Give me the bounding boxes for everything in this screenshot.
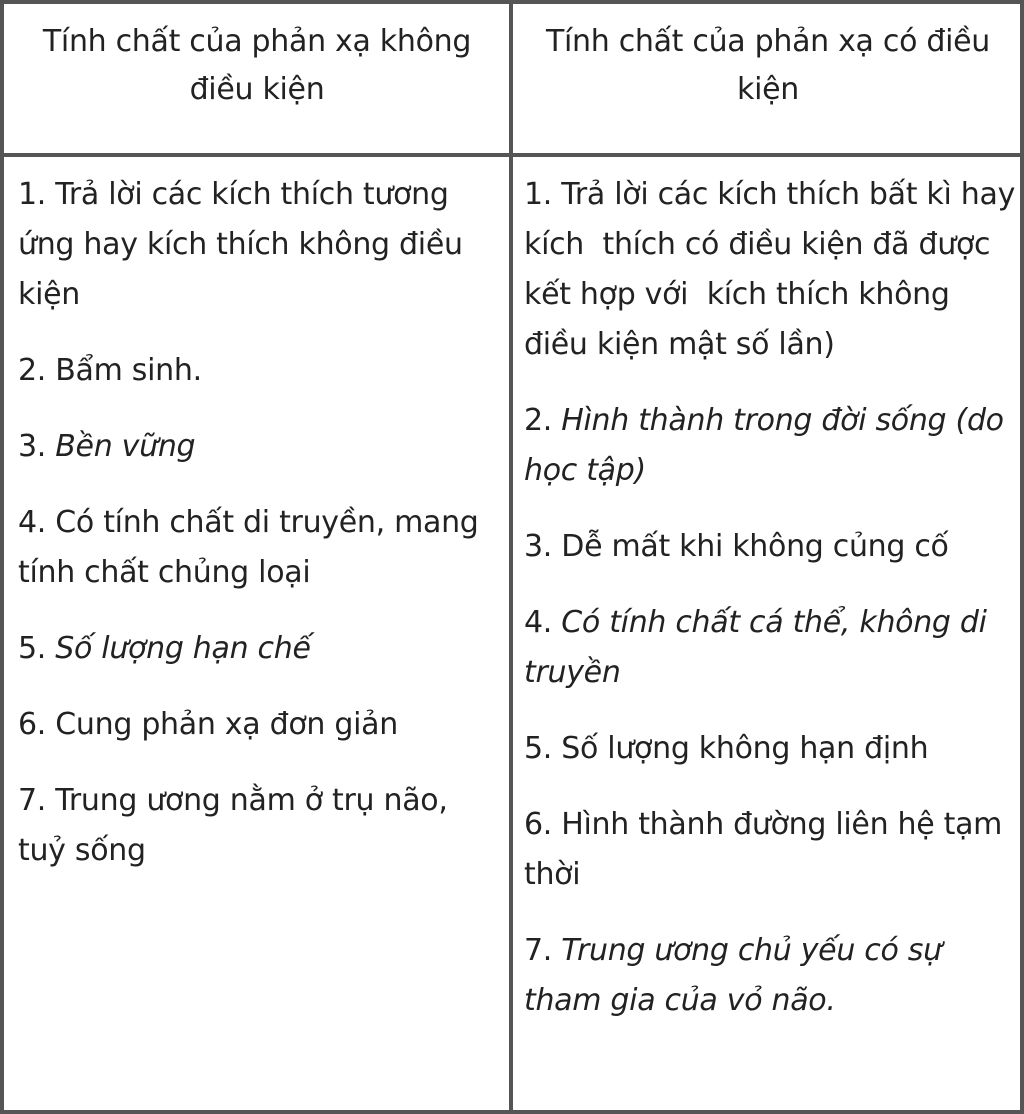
item-text: Dễ mất khi không củng cố <box>561 529 949 564</box>
conditioned-reflex-list <box>524 170 1024 1052</box>
list-item <box>18 624 502 674</box>
item-number: 2. <box>524 403 562 438</box>
item-text: Số lượng hạn chế <box>55 631 311 666</box>
item-number: 7. <box>18 783 56 818</box>
unconditioned-reflex-list <box>18 170 502 902</box>
item-text: Trả lời các kích thích bất kì hay kích thích có điều kiện đã được kết hợp với kích thích không điều kiện mật số lần) <box>524 177 1024 362</box>
list-item <box>18 776 502 876</box>
item-number: 4. <box>18 505 56 540</box>
list-item <box>18 422 502 472</box>
header-conditioned-reflex: Tính chất của phản xạ có điều kiện <box>545 24 991 107</box>
item-text: Có tính chất di truyền, mang tính chất chủng loại <box>18 505 488 590</box>
item-text: Cung phản xạ đơn giản <box>55 707 398 742</box>
item-text: Bẩm sinh. <box>55 353 202 388</box>
list-item <box>18 498 502 598</box>
list-item <box>524 396 1020 496</box>
header-unconditioned-reflex: Tính chất của phản xạ không điều kiện <box>42 24 472 107</box>
list-item <box>18 346 502 396</box>
item-number: 2. <box>18 353 56 388</box>
item-text: Hình thành trong đời sống (do học tập) <box>524 403 1013 488</box>
item-text: Trả lời các kích thích tương ứng hay kích thích không điều kiện <box>18 177 472 312</box>
list-item <box>524 926 1020 1026</box>
item-text: Có tính chất cá thể, không di truyền <box>524 605 996 690</box>
item-text: Số lượng không hạn định <box>561 731 929 766</box>
header-divider <box>4 153 1020 157</box>
item-number: 4. <box>524 605 562 640</box>
item-text: Trung ương chủ yếu có sự tham gia của vỏ não. <box>524 933 952 1018</box>
item-number: 7. <box>524 933 562 968</box>
item-number: 6. <box>18 707 56 742</box>
list-item <box>524 598 1020 698</box>
list-item <box>524 522 1020 572</box>
list-item <box>524 800 1020 900</box>
item-number: 6. <box>524 807 562 842</box>
item-text: Hình thành đường liên hệ tạm thời <box>524 807 1012 892</box>
item-text: Bền vững <box>55 429 196 464</box>
item-number: 3. <box>18 429 56 464</box>
item-number: 1. <box>524 177 562 212</box>
item-number: 5. <box>524 731 562 766</box>
list-item <box>18 170 502 320</box>
list-item <box>524 170 1024 370</box>
list-item <box>18 700 502 750</box>
item-number: 5. <box>18 631 56 666</box>
list-item <box>524 724 1020 774</box>
item-number: 3. <box>524 529 562 564</box>
column-divider <box>509 4 513 1110</box>
item-number: 1. <box>18 177 56 212</box>
item-text: Trung ương nằm ở trụ não, tuỷ sống <box>18 783 457 868</box>
